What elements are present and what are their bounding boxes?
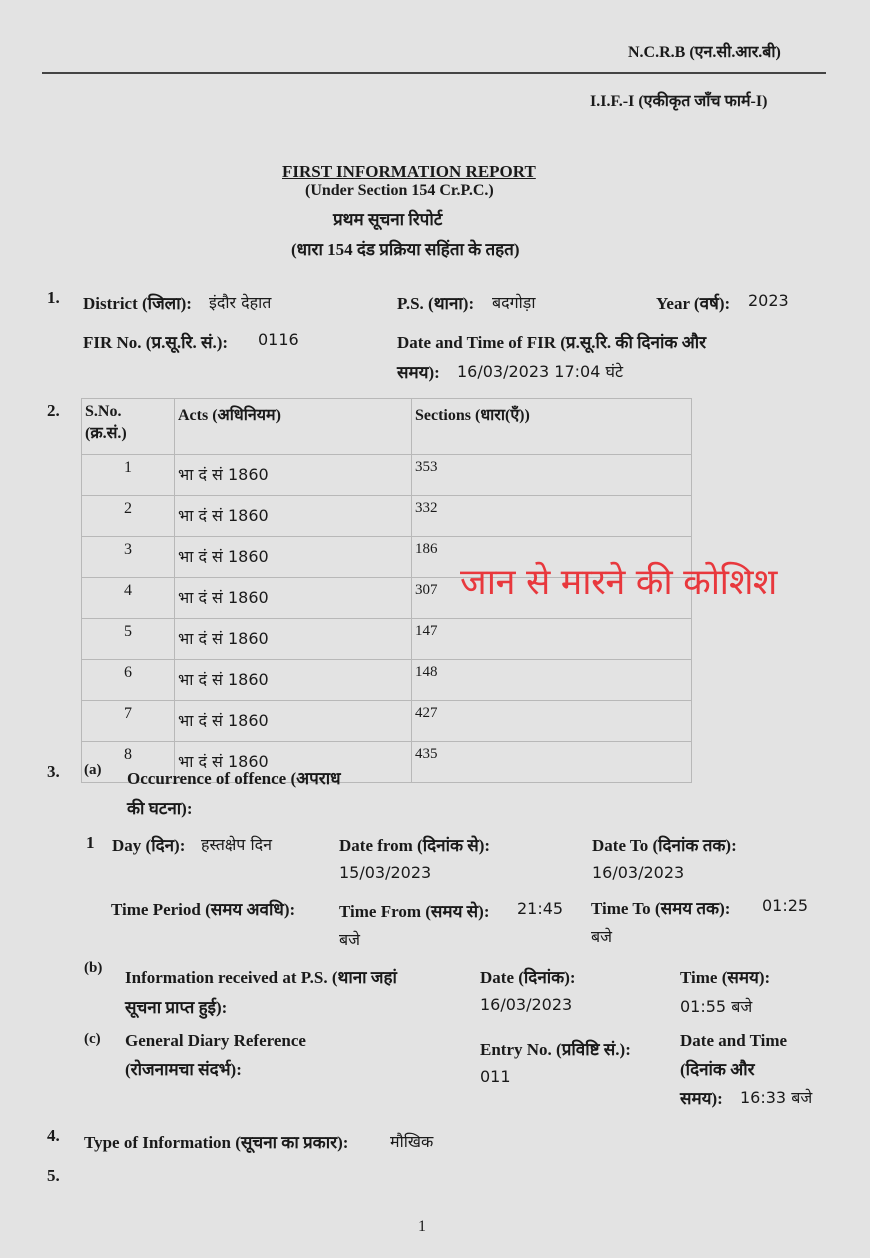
table-row — [82, 496, 692, 537]
act-cell: भा दं सं 1860 — [175, 742, 412, 783]
sub-b-marker: (b) — [84, 960, 103, 976]
title-hindi-subtitle: (धारा 154 दंड प्रक्रिया सहिंता के तहत) — [291, 240, 520, 259]
column-header-sno-en: S.No. — [85, 403, 122, 420]
day-value: हस्तक्षेप दिन — [201, 835, 273, 854]
fir-datetime-label: Date and Time of FIR (प्र.सू.रि. की दिनांक और — [397, 333, 707, 352]
gd-datetime-label-cont: (दिनांक और — [680, 1060, 755, 1079]
title-english: FIRST INFORMATION REPORT — [282, 162, 536, 181]
section-cell: 353 — [412, 455, 692, 496]
gd-datetime-label: Date and Time — [680, 1031, 788, 1050]
date-to-label: Date To (दिनांक तक): — [592, 836, 737, 855]
info-time-value: 01:55 बजे — [680, 997, 753, 1016]
sno-cell: 2 — [82, 496, 175, 537]
section-cell: 332 — [412, 496, 692, 537]
table-header-row — [82, 399, 692, 455]
occurrence-label: Occurrence of offence (अपराध — [127, 769, 341, 788]
year-value: 2023 — [748, 291, 789, 310]
red-overlay-annotation: जान से मारने की कोशिश — [460, 562, 777, 603]
section-5-number: 5. — [47, 1166, 60, 1185]
date-to-value: 16/03/2023 — [592, 863, 685, 882]
section-cell: 147 — [412, 619, 692, 660]
general-diary-label-cont: (रोजनामचा संदर्भ): — [125, 1060, 242, 1079]
title-english-subtitle: (Under Section 154 Cr.P.C.) — [305, 182, 494, 199]
time-from-value: 21:45 — [517, 899, 564, 918]
column-header-sno — [82, 399, 175, 455]
occurrence-label-cont: की घटना): — [127, 799, 193, 818]
ncrb-header: N.C.R.B (एन.सी.आर.बी) — [628, 44, 781, 61]
gd-datetime-label-end: समय): — [680, 1089, 723, 1108]
section-4-number: 4. — [47, 1126, 60, 1145]
sno-cell: 7 — [82, 701, 175, 742]
time-from-label: Time From (समय से): — [339, 902, 490, 921]
info-date-label: Date (दिनांक): — [480, 968, 576, 987]
fir-datetime-label-cont: समय): — [397, 363, 440, 382]
info-time-label: Time (समय): — [680, 968, 771, 987]
sno-cell: 4 — [82, 578, 175, 619]
section-cell: 435 — [412, 742, 692, 783]
date-from-value: 15/03/2023 — [339, 863, 432, 882]
act-cell: भा दं सं 1860 — [175, 701, 412, 742]
sno-cell: 1 — [82, 455, 175, 496]
column-header-sno-hi: (क्र.सं.) — [85, 425, 127, 442]
district-label: District (जिला): — [83, 294, 192, 313]
header-divider — [42, 72, 826, 74]
section-cell: 148 — [412, 660, 692, 701]
act-cell: भा दं सं 1860 — [175, 455, 412, 496]
police-station-value: बदगोड़ा — [492, 293, 536, 312]
act-cell: भा दं सं 1860 — [175, 537, 412, 578]
occurrence-item-number: 1 — [86, 833, 95, 852]
information-type-label: Type of Information (सूचना का प्रकार): — [84, 1133, 349, 1152]
police-station-label: P.S. (थाना): — [397, 294, 475, 313]
column-header-sections: Sections (धारा(एँ)) — [412, 399, 692, 455]
date-from-label: Date from (दिनांक से): — [339, 836, 491, 855]
section-cell: 307 — [412, 578, 692, 619]
sno-cell: 8 — [82, 742, 175, 783]
table-row — [82, 701, 692, 742]
time-to-value: 01:25 — [762, 896, 809, 915]
gd-datetime-value: 16:33 बजे — [740, 1088, 813, 1107]
general-diary-label: General Diary Reference — [125, 1031, 306, 1050]
section-1-number: 1. — [47, 288, 60, 307]
section-2-number: 2. — [47, 401, 60, 420]
info-date-value: 16/03/2023 — [480, 995, 573, 1014]
time-from-unit: बजे — [339, 930, 361, 949]
info-received-label-cont: सूचना प्राप्त हुई): — [125, 998, 228, 1017]
time-to-unit: बजे — [591, 927, 613, 946]
district-value: इंदौर देहात — [209, 293, 272, 312]
day-label: Day (दिन): — [112, 836, 186, 855]
section-cell: 427 — [412, 701, 692, 742]
column-header-acts: Acts (अधिनियम) — [175, 399, 412, 455]
act-cell: भा दं सं 1860 — [175, 496, 412, 537]
year-label: Year (वर्ष): — [656, 294, 731, 313]
fir-datetime-value: 16/03/2023 17:04 घंटे — [457, 362, 624, 381]
entry-number-label: Entry No. (प्रविष्टि सं.): — [480, 1040, 631, 1059]
sno-cell: 3 — [82, 537, 175, 578]
sno-cell: 5 — [82, 619, 175, 660]
time-period-label: Time Period (समय अवधि): — [111, 900, 296, 919]
iif-header: I.I.F.-I (एकीकृत जाँच फार्म-I) — [590, 93, 768, 110]
section-cell: 186 — [412, 537, 692, 578]
table-row — [82, 619, 692, 660]
entry-number-value: 011 — [480, 1067, 511, 1086]
sub-c-marker: (c) — [84, 1031, 101, 1047]
sub-a-marker: (a) — [84, 762, 102, 778]
sno-cell: 6 — [82, 660, 175, 701]
fir-number-label: FIR No. (प्र.सू.रि. सं.): — [83, 333, 229, 352]
info-received-label: Information received at P.S. (थाना जहां — [125, 968, 397, 987]
table-row — [82, 660, 692, 701]
fir-number-value: 0116 — [258, 330, 299, 349]
time-to-label: Time To (समय तक): — [591, 899, 731, 918]
page-number: 1 — [418, 1218, 426, 1235]
section-3-number: 3. — [47, 762, 60, 781]
act-cell: भा दं सं 1860 — [175, 578, 412, 619]
act-cell: भा दं सं 1860 — [175, 619, 412, 660]
information-type-value: मौखिक — [390, 1132, 434, 1151]
table-row — [82, 455, 692, 496]
act-cell: भा दं सं 1860 — [175, 660, 412, 701]
title-hindi: प्रथम सूचना रिपोर्ट — [333, 210, 443, 229]
